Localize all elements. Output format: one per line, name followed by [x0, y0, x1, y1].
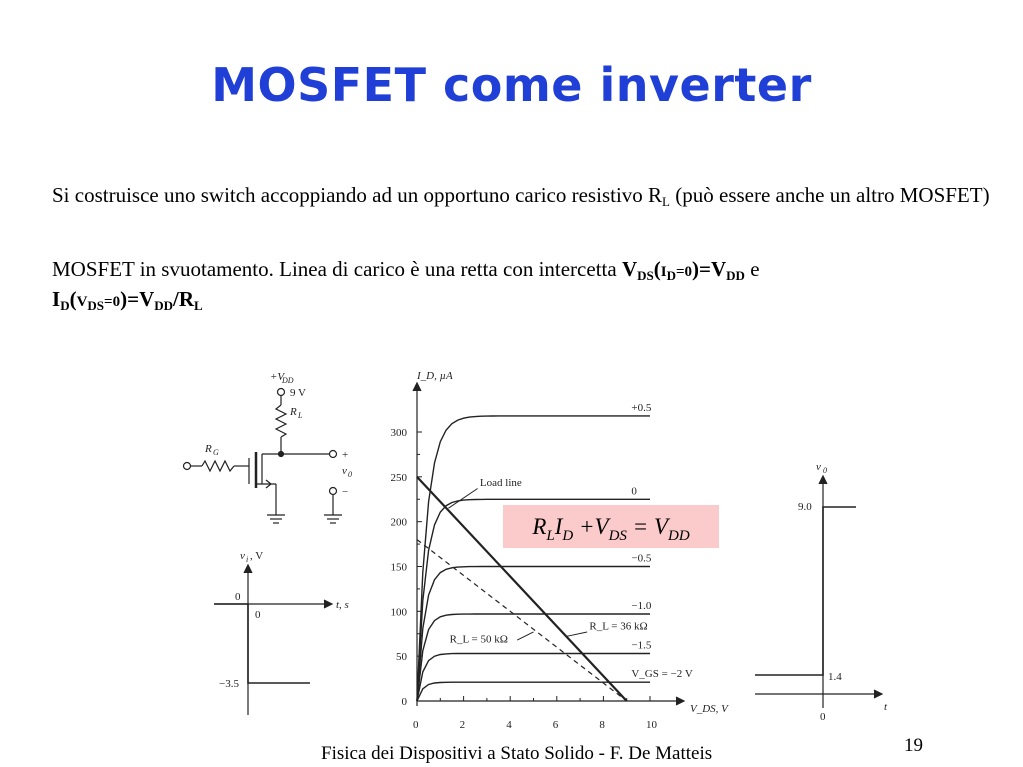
- x-tick-label: 2: [459, 719, 466, 731]
- footer-text: Fisica dei Dispositivi a Stato Solido - F. De Matteis: [321, 743, 713, 764]
- iv-x-label: V_DS, V: [690, 703, 728, 715]
- vdd-sub: DD: [282, 376, 294, 385]
- vo-sub: 0: [348, 470, 352, 479]
- curve-label: +0.5: [631, 401, 652, 414]
- y-tick-label: 300: [390, 427, 407, 439]
- output-x-label: t: [884, 701, 888, 713]
- iv-curve: [417, 416, 650, 701]
- iv-curve: [417, 654, 650, 702]
- load-line-equation: $R_LI_D +V_{DS} = V_{DD}$: [503, 505, 719, 548]
- curve-label: −1.0: [631, 600, 652, 613]
- rl-sub: L: [298, 411, 303, 420]
- curve-label: −0.5: [631, 552, 652, 565]
- vi-sub: i: [246, 555, 249, 564]
- out-minus: −: [342, 486, 349, 498]
- input-tick-zero: 0: [235, 591, 241, 603]
- annotation-arrow: [566, 632, 587, 636]
- paragraph-switch: Si costruisce uno switch accoppiando ad un opportuno carico resistivo $R_L$ (può essere anche un altro MOSFET): [52, 183, 990, 209]
- vi-label: v: [240, 550, 245, 562]
- supply-label: 9 V: [290, 387, 306, 399]
- rl-resistor-icon: [276, 405, 286, 437]
- rg-sub: G: [213, 448, 219, 457]
- load-line-annotation: Load line: [479, 476, 522, 489]
- rg-resistor-icon: [202, 461, 234, 471]
- y-tick-label: 50: [396, 651, 407, 664]
- out-plus: +: [342, 449, 349, 461]
- y-tick-label: 200: [390, 516, 407, 529]
- y-tick-label: 100: [390, 606, 407, 619]
- vo-axis-label: v: [816, 461, 821, 473]
- iv-curves: [417, 416, 650, 701]
- input-tick-zero-b: 0: [255, 609, 261, 621]
- curve-label: V_GS = −2 V: [631, 668, 693, 681]
- curve-label: −1.5: [631, 639, 652, 652]
- rl-label: R: [290, 406, 297, 418]
- x-tick-label: 0: [413, 719, 419, 731]
- vdd-terminal: [278, 389, 285, 396]
- iv-ticks: [391, 427, 658, 731]
- inverter-circuit: [184, 371, 353, 523]
- input-trace: [214, 604, 310, 683]
- annotation-arrow: [517, 632, 533, 640]
- annotation-arrow: [448, 488, 477, 508]
- paragraph-load-line: MOSFET in svuotamento. Linea di carico è una retta con intercetta $V_{DS}(I_D=0)=V_{DD}$ e $I_D(V_{DS}=0)=V_{DD}/R_L$: [52, 257, 760, 313]
- x-tick-label: 10: [646, 719, 657, 731]
- page-number: 19: [904, 735, 923, 756]
- output-tick-zero: 0: [820, 711, 826, 723]
- input-tick-low: −3.5: [219, 678, 239, 690]
- y-tick-label: 0: [401, 696, 407, 708]
- output-trace: [755, 507, 856, 675]
- input-x-label: t, s: [336, 599, 349, 611]
- y-tick-label: 150: [390, 561, 407, 574]
- iv-chart: [391, 370, 730, 731]
- x-tick-label: 8: [599, 719, 605, 731]
- load-line-annotation: R_L = 36 kΩ: [589, 620, 648, 633]
- output-tick-low: 1.4: [828, 671, 842, 683]
- x-tick-label: 4: [506, 719, 512, 731]
- y-tick-label: 250: [390, 471, 407, 484]
- iv-y-label: I_D, µA: [417, 370, 453, 382]
- rg-label: R: [205, 443, 212, 455]
- curve-label: 0: [631, 485, 637, 498]
- vdd-label: +V: [270, 371, 285, 383]
- output-waveform: [755, 461, 888, 723]
- output-tick-high: 9.0: [798, 501, 812, 513]
- slide-title: MOSFET come inverter: [211, 58, 812, 112]
- vo-axis-sub: 0: [823, 466, 827, 475]
- vi-unit: , V: [250, 550, 264, 562]
- load-line-annotation: R_L = 50 kΩ: [449, 633, 508, 646]
- vo-label: v: [342, 465, 347, 477]
- input-waveform: [214, 550, 349, 715]
- x-tick-label: 6: [552, 719, 559, 731]
